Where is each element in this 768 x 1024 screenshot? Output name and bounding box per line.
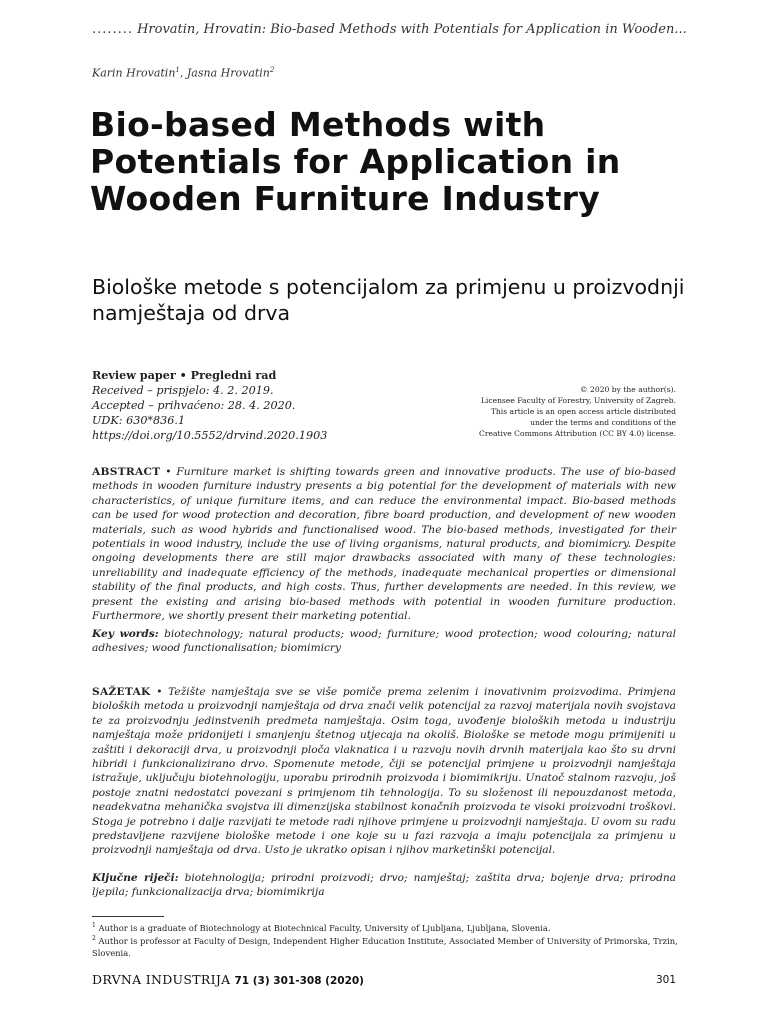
keywords-label: Key words: <box>92 628 159 640</box>
accepted-date: Accepted – prihvaćeno: 28. 4. 2020. <box>92 399 296 412</box>
footnote-divider <box>92 916 164 917</box>
license-line: Creative Commons Attribution (CC BY 4.0) license. <box>479 429 676 438</box>
license-line: under the terms and conditions of the <box>530 418 676 427</box>
author-affiliation-mark: 1 <box>175 66 180 74</box>
journal-issue: 71 (3) 301-308 (2020) <box>234 975 364 987</box>
footnote-1 <box>92 920 682 934</box>
paper-type: Review paper • Pregledni rad <box>92 368 277 382</box>
keywords-text: biotechnology; natural products; wood; furniture; wood protection; wood colouring; natural adhesives; wood functionalisation; biomimicry <box>92 628 676 655</box>
license-line: © 2020 by the author(s). <box>580 385 676 394</box>
abstract-label: ABSTRACT <box>92 466 161 478</box>
license-line: Licensee Faculty of Forestry, University of Zagreb. <box>480 396 676 405</box>
sazetak-text: • Težište namještaja sve se više pomiče prema zelenim i inovativnim proizvodima. Primjena bioloških metoda u proizvodnji namještaja od drva znači velik potencijal za razvoj materijala novih svojstava te za proizvodnju jedinstvenih predmeta namještaja. Osim toga, uvođenje bioloških metoda u industriju namještaja može pridonijeti i smanjenju štetnog utjecaja na okoliš. Biološke se metode mogu primijeniti u zaštiti i dekoraciji drva, u proizvodnji ploča vlaknatica i u razvoju novih drvnih materijala kao što su drvni hibridi i funkcionalizirano drvo. Spomenute metode, čiji se potencijal primjene u proizvodnji namještaja istražuje, uključuju biotehnologiju, uporabu prirodnih proizvoda i biomimikriju. Unatoč stalnom razvoju, još postoje znatni nedostatci povezani s primjenom tih tehnologija. To su složenost ili nepouzdanost metoda, neadekvatna mehanička svojstva ili dimenzijska stabilnost konačnih proizvoda te visoki proizvodni troškovi. Stoga je potrebno i dalje razvijati te metode radi njihove primjene u proizvodnji namještaja. U ovom su radu predstavljene razvijene biološke metode i one koje su u fazi razvoja a imaju potencijala za primjenu u proizvodnji namještaja od drva. Usto je ukratko opisan i njihov marketinški potencijal. <box>92 686 676 857</box>
author-name: Karin Hrovatin <box>92 66 176 80</box>
running-title: Hrovatin, Hrovatin: Bio-based Methods with Potentials for Application in Wooden... <box>137 22 687 37</box>
abstract <box>92 465 676 623</box>
paper-title: Bio-based Methods with Potentials for Application in Wooden Furniture Industry <box>90 105 621 218</box>
header-dots: ........ <box>92 22 134 37</box>
keywords <box>92 627 676 656</box>
abstract-text: • Furniture market is shifting towards green and innovative products. The use of bio-based methods in wooden furniture industry presents a big potential for the development of materials with new characteristics, of unique furniture items, and can reduce the environmental impact. Bio-based methods can be used for wood protection and decoration, fibre board production, and development of new wooden materials, such as wood hybrids and functionalised wood. The bio-based methods, investigated for their potentials in wood industry, include the use of living organisms, natural products, and biomimicry. Despite ongoing developments there are still major drawbacks associated with many of these technologies: unreliability and inadequate efficiency of the methods, inadequate mechanical properties or dimensional stability of the final products, and high costs. Thus, further developments are needed. In this review, we present the existing and arising bio-based methods with potential in wooden furniture production. Furthermore, we shortly present their marketing potential. <box>92 466 676 623</box>
journal-name: DRVNA INDUSTRIJA <box>92 972 231 987</box>
author-name: Jasna Hrovatin <box>186 66 270 80</box>
sazetak-label: SAŽETAK <box>92 686 151 698</box>
author-affiliation-mark: 2 <box>269 66 275 74</box>
doi-link[interactable]: https://doi.org/10.5552/drvind.2020.1903 <box>92 429 328 442</box>
running-header <box>92 22 712 37</box>
kljucne-label: Ključne riječi: <box>92 872 179 884</box>
footnote-text: Author is professor at Faculty of Design, Independent Higher Education Institute, Associated Member of University of Primorska, Trzin, Slovenia. <box>92 935 678 958</box>
kljucne-text: biotehnologija; prirodni proizvodi; drvo; namještaj; zaštita drva; bojenje drva; prirodna ljepila; funkcionalizacija drva; biomimikrija <box>92 872 677 899</box>
received-date: Received – prispjelo: 4. 2. 2019. <box>92 384 274 397</box>
footnote-text: Author is a graduate of Biotechnology at Biotechnical Faculty, University of Ljubljana, Ljubljana, Slovenia. <box>95 922 551 933</box>
footnote-mark: 2 <box>92 935 96 942</box>
footnote-mark: 1 <box>92 922 96 929</box>
page-number: 301 <box>655 974 676 986</box>
author-separator: , <box>179 66 187 80</box>
author-list <box>92 66 274 80</box>
footnote-2 <box>92 933 682 959</box>
paper-subtitle: Biološke metode s potencijalom za primjenu u proizvodnji namještaja od drva <box>92 275 685 325</box>
kljucne-rijeci <box>92 871 676 900</box>
article-metadata <box>92 368 327 443</box>
license-notice <box>479 384 676 439</box>
udk-code: UDK: 630*836.1 <box>92 414 186 427</box>
sazetak <box>92 685 676 858</box>
license-line: This article is an open access article distributed <box>490 407 676 416</box>
journal-footer <box>92 972 364 987</box>
